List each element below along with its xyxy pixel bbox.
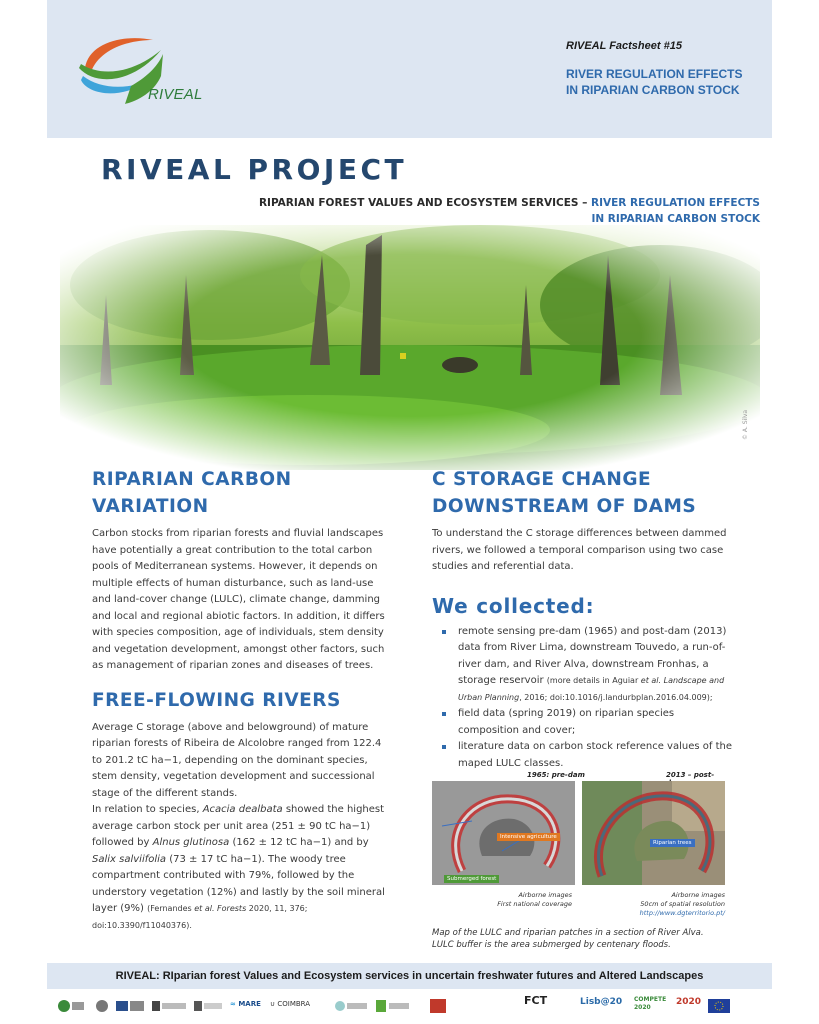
heading-storage-line1: C STORAGE CHANGE xyxy=(432,469,652,490)
carbon-variation-text: Carbon stocks from riparian forests and fluvial landscapes have potentially a great contribution to the total carbon pools of Mediterranean systems. However, it depends on multiple effects of human disturbance, such as land-use and land-cover change (LULC), climate change, damming and local and regional abiotic factors. In addition, it differs with species composition, age of individuals, stem density and vegetation development, amongst other factors, such as management of riparian zones and diseases of trees. xyxy=(92,528,385,671)
photo-credit: © A. Silva xyxy=(742,409,749,440)
sponsor-fct: FCT xyxy=(524,994,548,1007)
species-text-d: (73 ± 17 tC ha−1). The woody tree compartment contributed with 79%, followed by the understory vegetation (12%) and lastly by the soil mineral layer (9%) xyxy=(92,853,385,914)
map-label-pre-dam: 1965: pre-dam xyxy=(527,771,585,779)
eu-flag-icon xyxy=(708,998,730,1014)
hero-forest-photo xyxy=(60,225,760,470)
species-acacia: Acacia dealbata xyxy=(202,804,283,815)
list-item xyxy=(432,624,732,707)
bullet1-ref-b: , 2016; doi:10.1016/j.landurbplan.2016.04.009); xyxy=(519,692,713,702)
note-right-1: Airborne images xyxy=(671,891,725,899)
ref-b: 2020, 11, 376; doi:10.3390/f11040376). xyxy=(92,904,308,930)
heading-storage-change xyxy=(432,466,732,520)
project-subtitle xyxy=(180,195,760,227)
mare-wave-icon: ≈ xyxy=(230,1000,239,1008)
sponsor-logo-icon xyxy=(116,998,146,1014)
heading-carbon-line1: RIPARIAN CARBON xyxy=(92,469,292,490)
coimbra-icon: ∪ xyxy=(270,1000,278,1008)
bullet1-ref-etal: et al. Landscape and Urban Planning xyxy=(458,676,725,702)
map-post-dam xyxy=(582,781,725,885)
tag-riparian-trees: Riparian trees xyxy=(650,839,695,847)
bullet1-text: remote sensing pre-dam (1965) and post-dam (2013) data from River Lima, downstream Touvedo, a run-of-river dam, and River Alva, downstream Fronhas, a storage reservoir xyxy=(458,625,727,686)
heading-we-collected: We collected: xyxy=(432,593,595,618)
sponsor-logo-icon xyxy=(92,998,112,1014)
map-note-right xyxy=(612,891,725,918)
lulc-maps xyxy=(432,771,728,921)
header-subtitle-line1: RIVER REGULATION EFFECTS xyxy=(566,67,743,81)
species-text xyxy=(92,802,388,934)
list-item: field data (spring 2019) on riparian species composition and cover; xyxy=(432,706,732,739)
forest-image xyxy=(60,225,760,470)
note-left-2: First national coverage xyxy=(497,900,572,908)
sponsor-logos xyxy=(56,994,756,1018)
collected-list xyxy=(432,624,732,773)
subtitle-blue-1: RIVER REGULATION EFFECTS xyxy=(591,197,760,209)
map-pre-dam xyxy=(432,781,575,885)
tag-submerged-forest: Submerged forest xyxy=(444,875,499,883)
subtitle-blue-2: IN RIPARIAN CARBON STOCK xyxy=(591,213,760,225)
map-post-dam-image xyxy=(582,781,725,885)
map-note-left xyxy=(482,891,572,909)
header-subtitle-line2: IN RIPARIAN CARBON STOCK xyxy=(566,83,740,97)
sponsor-logo-icon xyxy=(428,998,448,1014)
footer-bar: RIVEAL: RIparian forest Values and Ecosystem services in uncertain freshwater futures and Altered Landscapes xyxy=(47,963,772,989)
dgterritorio-link[interactable]: http://www.dgterritorio.pt/ xyxy=(639,909,725,917)
sponsor-compete: COMPETE 2020 xyxy=(634,996,667,1011)
right-column xyxy=(432,466,732,772)
heading-free-flowing: FREE-FLOWING RIVERS xyxy=(92,689,341,711)
sponsor-mare-text: MARE xyxy=(238,1000,261,1008)
free-flowing-text: Average C storage (above and belowground) of mature riparian forests of Ribeira de Alcolobre ranged from 122.4 to 201.2 tC ha−1, depending on the dominant species, stem density, vegetation development and successional stage of the different stands. xyxy=(92,721,382,799)
heading-storage-line2: DOWNSTREAM OF DAMS xyxy=(432,496,697,517)
heading-carbon-line2: VARIATION xyxy=(92,496,209,517)
sponsor-portugal2020: 2020 xyxy=(676,997,702,1007)
header-subtitle xyxy=(566,66,776,98)
ref-etal: et al. xyxy=(194,904,215,913)
sponsor-coimbra-text: COIMBRA xyxy=(277,1000,311,1008)
sponsor-logo-icon xyxy=(56,998,86,1014)
map-label-post-dam: 2013 – post- xyxy=(666,771,715,779)
note-left-1: Airborne images xyxy=(518,891,572,899)
species-salix: Salix salviifolia xyxy=(92,853,167,865)
project-title: RIVEAL PROJECT xyxy=(101,153,408,186)
caption-line2: LULC buffer is the area submerged by centenary floods. xyxy=(432,940,671,950)
species-text-a: In relation to species, xyxy=(92,804,203,815)
subtitle-black: RIPARIAN FOREST VALUES AND ECOSYSTEM SERVICES – xyxy=(258,197,591,209)
species-text-b: showed the highest average carbon stock per unit area (251 ± 90 tC ha−1) followed by xyxy=(92,804,385,848)
species-text-c: (162 ± 12 tC ha−1) and by xyxy=(229,837,369,848)
sponsor-logo-icon xyxy=(194,998,224,1014)
ref-a: (Fernandes xyxy=(147,904,195,913)
sponsor-lisboa: Lisb@20 xyxy=(580,997,623,1007)
sponsor-logo-icon xyxy=(152,998,188,1014)
left-column xyxy=(92,466,388,934)
note-right-2: 50cm of spatial resolution xyxy=(640,900,725,908)
heading-carbon-variation xyxy=(92,466,388,520)
logo-text: RIVEAL xyxy=(148,86,203,103)
sponsor-logo-icon xyxy=(334,998,370,1014)
map-caption xyxy=(432,927,732,951)
factsheet-number: RIVEAL Factsheet #15 xyxy=(566,40,682,52)
sponsor-mare xyxy=(230,1000,261,1016)
list-item: literature data on carbon stock reference values of the maped LULC classes. xyxy=(432,739,732,772)
sponsor-coimbra xyxy=(270,1000,310,1016)
species-alnus: Alnus glutinosa xyxy=(152,837,230,848)
bullet1-ref-a: (more details in Aguiar xyxy=(546,676,641,685)
header-banner xyxy=(47,0,772,138)
sponsor-logo-icon xyxy=(376,998,412,1014)
caption-line1: Map of the LULC and riparian patches in a section of River Alva. xyxy=(432,928,704,938)
ref-journal: Forests xyxy=(214,904,247,913)
tag-intensive-agriculture: Intensive agriculture xyxy=(497,833,560,841)
storage-text: To understand the C storage differences between dammed rivers, we followed a temporal comparison using two case studies and referential data. xyxy=(432,528,727,572)
